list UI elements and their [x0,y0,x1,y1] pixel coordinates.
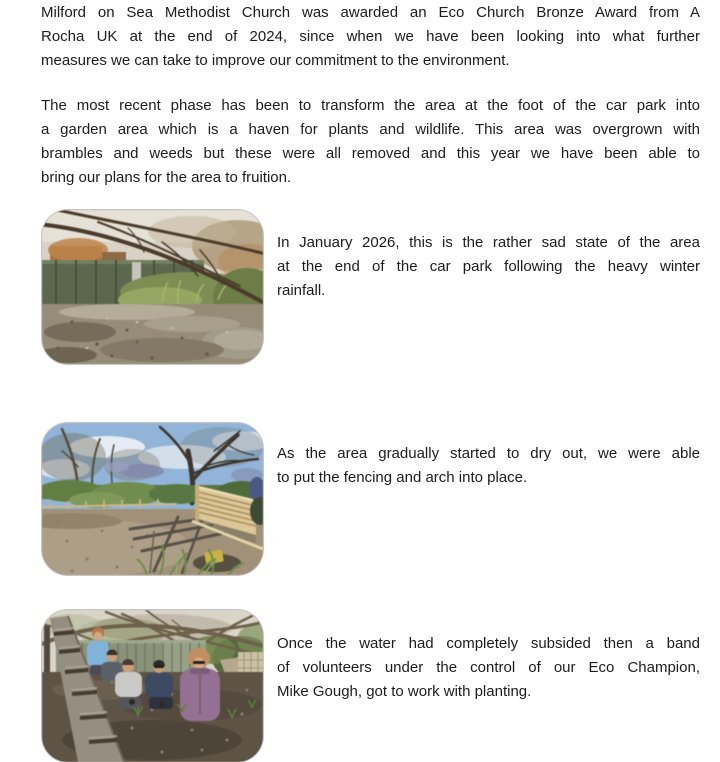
caption-volunteers [277,632,700,704]
photo-volunteers-planting [42,610,263,762]
intro-paragraph-2 [41,94,700,190]
caption-fencing-arch [277,442,700,490]
paragraph-line: measures we can take to improve our commitment to the environment. [41,52,510,69]
caption-line: Mike Gough, got to work with planting. [277,683,532,700]
photo-fencing-arch [42,423,263,575]
caption-january-2026 [277,231,700,303]
photo-volunteers-image [42,610,263,762]
photo-flooded-area [42,210,263,364]
paragraph-line: bring our plans for the area to fruition. [41,169,292,186]
caption-line: Once the water had completely subsided then a band [277,635,700,652]
photo-flooded-area-image [42,210,263,364]
caption-line: As the area gradually started to dry out, we were able [277,445,700,462]
paragraph-line: Rocha UK at the end of 2024, since when we have been looking into what further [41,28,700,45]
caption-line: of volunteers under the control of our Eco Champion, [277,659,700,676]
paragraph-line: a garden area which is a haven for plants and wildlife. This area was overgrown with [41,121,700,138]
paragraph-line: The most recent phase has been to transform the area at the foot of the car park into [41,97,700,114]
caption-line: rainfall. [277,282,326,299]
caption-line: at the end of the car park following the heavy winter [277,258,700,275]
mud-and-water [42,304,263,364]
photo-fencing-arch-image [42,423,263,575]
caption-line: to put the fencing and arch into place. [277,469,528,486]
intro-paragraph-1 [41,1,700,73]
caption-line: In January 2026, this is the rather sad state of the area [277,234,700,251]
paragraph-line: Milford on Sea Methodist Church was awarded an Eco Church Bronze Award from A [41,4,700,21]
paragraph-line: brambles and weeds but these were all removed and this year we have been able to [41,145,700,162]
